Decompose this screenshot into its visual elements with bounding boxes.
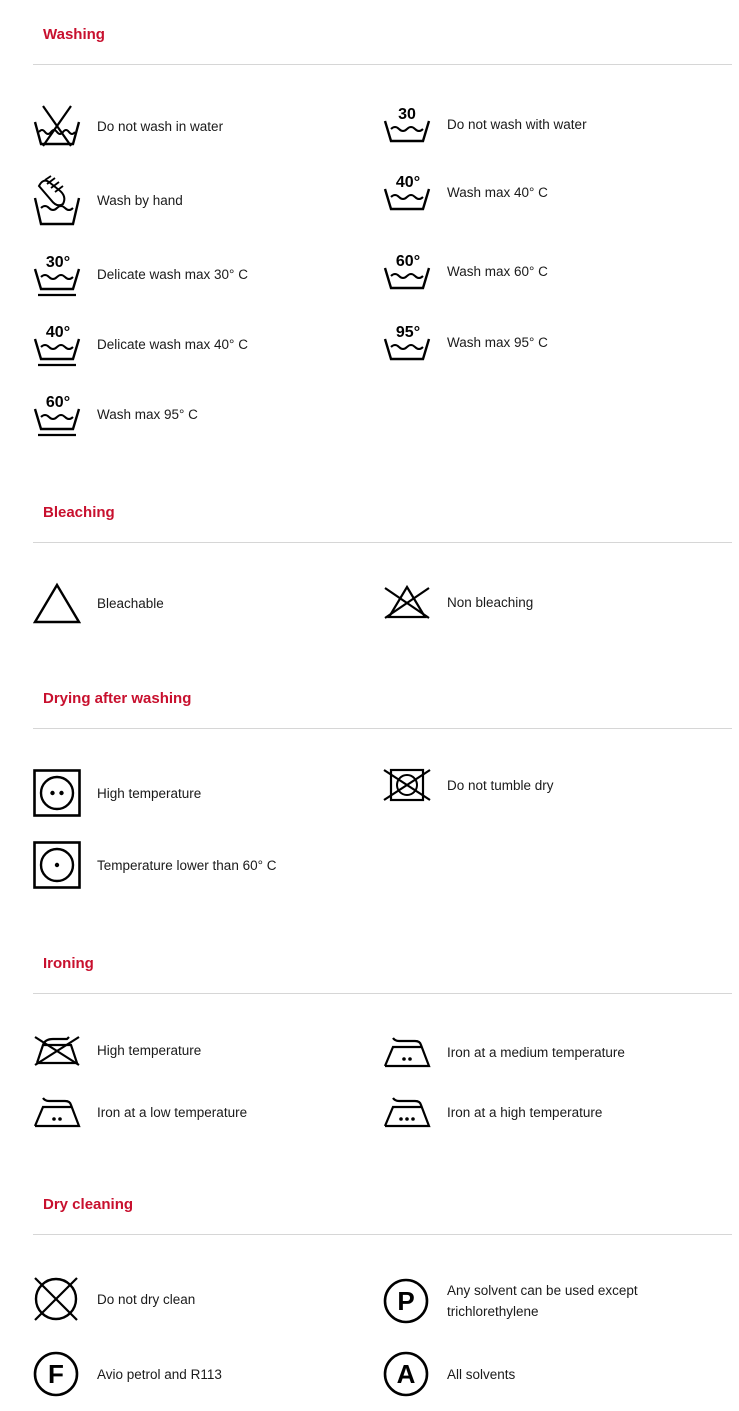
tumble-dry-high-icon [33, 769, 81, 817]
section-divider [33, 728, 732, 729]
care-item-label: Wash max 95° C [447, 334, 548, 350]
svg-text:A: A [396, 1359, 416, 1389]
iron-medium-icon [383, 1035, 431, 1069]
care-item-dry-clean-a [383, 1351, 515, 1397]
delicate-wash-40-tub-icon [33, 321, 81, 367]
section-title-drying: Drying after washing [43, 690, 192, 707]
care-item-dry-high [33, 769, 201, 817]
no-tumble-dry-icon [383, 768, 431, 802]
care-item-delicate-40 [33, 321, 248, 367]
iron-low-icon [33, 1095, 81, 1129]
care-item-no-dry-clean [33, 1276, 195, 1322]
wash-30-tub-icon [383, 103, 431, 145]
section-title-washing: Washing [43, 26, 105, 43]
care-item-label: Non bleaching [447, 594, 534, 610]
care-item-label: Do not tumble dry [447, 777, 554, 793]
care-item-label: Iron at a low temperature [97, 1104, 248, 1120]
svg-text:30°: 30° [45, 254, 71, 271]
care-item-bleachable [33, 582, 164, 624]
care-item-label: High temperature [97, 1042, 202, 1058]
no-wash-tub-icon [33, 104, 81, 148]
bleach-triangle-icon [33, 582, 81, 624]
care-item-wash-40 [383, 171, 548, 213]
care-item-label: High temperature [97, 785, 202, 801]
no-dry-clean-icon [33, 1276, 81, 1322]
care-item-delicate-30 [33, 251, 248, 297]
wash-60-tub-icon [383, 250, 431, 292]
tumble-dry-low-icon [33, 841, 81, 889]
svg-text:F: F [48, 1359, 64, 1389]
care-item-dry-clean-p [383, 1278, 667, 1324]
section-title-bleaching: Bleaching [43, 504, 115, 521]
care-item-iron-medium [383, 1035, 625, 1069]
delicate-wash-60-tub-icon [33, 391, 81, 437]
svg-text:P: P [397, 1286, 415, 1316]
care-item-iron-high [383, 1095, 602, 1129]
care-item-label: Delicate wash max 40° C [97, 336, 248, 352]
care-item-non-bleaching [383, 584, 533, 620]
section-title-dry-cleaning: Dry cleaning [43, 1196, 134, 1213]
no-bleach-triangle-icon [383, 584, 431, 620]
no-iron-icon [33, 1033, 81, 1067]
care-item-label: Do not wash in water [97, 118, 224, 134]
section-title-ironing: Ironing [43, 955, 94, 972]
care-item-label: Do not dry clean [97, 1291, 196, 1307]
section-divider [33, 64, 732, 65]
care-item-label: Wash max 40° C [447, 184, 548, 200]
care-item-dry-clean-f [33, 1351, 222, 1397]
svg-text:30: 30 [398, 106, 416, 123]
care-item-wash-30 [383, 103, 587, 145]
dry-clean-p-icon [383, 1278, 431, 1324]
care-item-label: Wash max 95° C [97, 406, 198, 422]
iron-high-icon [383, 1095, 431, 1129]
wash-95-tub-icon [383, 321, 431, 363]
dry-clean-f-icon [33, 1351, 81, 1397]
svg-text:40°: 40° [45, 324, 71, 341]
care-item-label: Bleachable [97, 595, 164, 611]
svg-text:60°: 60° [45, 394, 71, 411]
care-item-no-tumble-dry [383, 768, 554, 802]
care-item-label: All solvents [447, 1366, 516, 1382]
care-item-hand-wash [33, 174, 183, 226]
svg-text:95°: 95° [395, 324, 421, 341]
care-item-label: Temperature lower than 60° C [97, 857, 277, 873]
care-item-label: Delicate wash max 30° C [97, 266, 248, 282]
section-divider [33, 993, 732, 994]
hand-wash-tub-icon [33, 174, 81, 226]
section-divider [33, 542, 732, 543]
care-item-label: Wash by hand [97, 192, 183, 208]
dry-clean-a-icon [383, 1351, 431, 1397]
svg-text:40°: 40° [395, 174, 421, 191]
care-item-label: Any solvent can be used except trichlorethylene [447, 1283, 638, 1319]
care-item-label: Do not wash with water [447, 116, 587, 132]
wash-40-tub-icon [383, 171, 431, 213]
delicate-wash-30-tub-icon [33, 251, 81, 297]
care-item-dry-low [33, 841, 277, 889]
care-item-label: Avio petrol and R113 [97, 1366, 222, 1382]
care-item-label: Iron at a high temperature [447, 1104, 603, 1120]
svg-text:60°: 60° [395, 253, 421, 270]
care-item-wash-60 [383, 250, 548, 292]
care-item-delicate-60 [33, 391, 198, 437]
care-item-no-iron [33, 1033, 201, 1067]
care-item-wash-95 [383, 321, 548, 363]
care-item-label: Iron at a medium temperature [447, 1044, 625, 1060]
care-item-label: Wash max 60° C [447, 263, 548, 279]
care-item-no-wash [33, 104, 223, 148]
section-divider [33, 1234, 732, 1235]
care-item-iron-low [33, 1095, 247, 1129]
